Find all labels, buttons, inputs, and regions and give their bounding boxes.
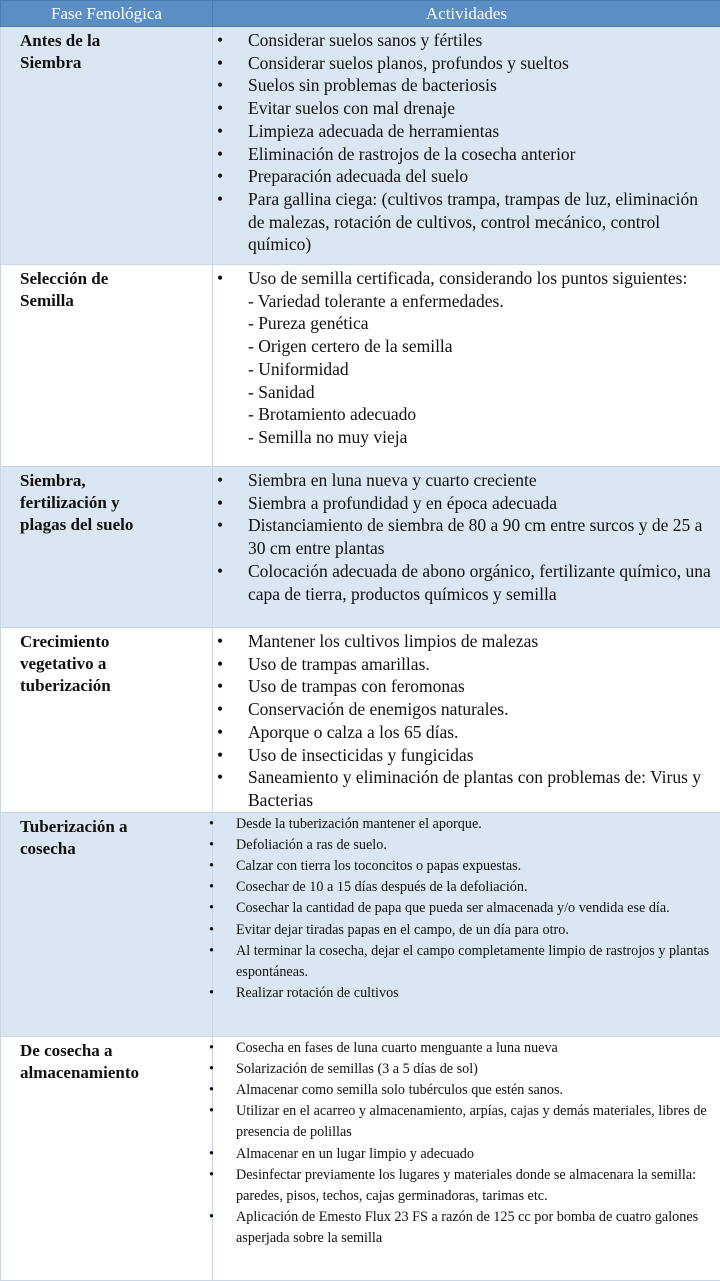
table-row bbox=[1, 1036, 720, 1280]
list-item: • Conservación de enemigos naturales. bbox=[213, 698, 712, 721]
table-row bbox=[1, 265, 720, 467]
activities-list bbox=[213, 29, 712, 256]
sub-item: - Uniformidad bbox=[213, 358, 712, 381]
list-item: • Desinfectar previamente los lugares y materiales donde se almacenara la semilla: paredes, pisos, techos, cajas germinadoras, tarimas etc. bbox=[213, 1165, 712, 1207]
activities-cell bbox=[213, 265, 720, 467]
phase-cell bbox=[1, 628, 213, 813]
activities-list bbox=[213, 267, 712, 449]
phase-cell bbox=[1, 467, 213, 628]
table-row bbox=[1, 467, 720, 628]
activities-cell bbox=[213, 467, 720, 628]
list-item: • Almacenar en un lugar limpio y adecuado bbox=[213, 1144, 712, 1165]
list-item: • Eliminación de rastrojos de la cosecha anterior bbox=[213, 143, 712, 166]
activities-list bbox=[213, 630, 712, 812]
sub-item: - Brotamiento adecuado bbox=[213, 403, 712, 426]
phase-line: plagas del suelo bbox=[20, 514, 206, 536]
phase-line: fertilización y bbox=[20, 492, 206, 514]
list-item: • Siembra en luna nueva y cuarto creciente bbox=[213, 469, 712, 492]
list-item: • Para gallina ciega: (cultivos trampa, trampas de luz, eliminación de malezas, rotación de cultivos, control mecánico, control químico) bbox=[213, 188, 712, 256]
list-item: • Limpieza adecuada de herramientas bbox=[213, 120, 712, 143]
activities-cell bbox=[213, 628, 720, 813]
activities-list bbox=[213, 1038, 712, 1250]
activities-list bbox=[1, 814, 712, 1005]
list-item: • Considerar suelos planos, profundos y sueltos bbox=[213, 52, 712, 75]
list-item: • Siembra a profundidad y en época adecuada bbox=[213, 492, 712, 515]
phase-line: tuberización bbox=[20, 675, 206, 697]
sub-item: - Pureza genética bbox=[213, 312, 712, 335]
sub-item: - Variedad tolerante a enfermedades. bbox=[213, 290, 712, 313]
phase-line: vegetativo a bbox=[20, 653, 206, 675]
list-item: • Evitar suelos con mal drenaje bbox=[213, 97, 712, 120]
list-item: • Uso de trampas con feromonas bbox=[213, 675, 712, 698]
list-item: • Utilizar en el acarreo y almacenamiento, arpías, cajas y demás materiales, libres de presencia de polillas bbox=[213, 1101, 712, 1143]
phase-line: Tuberización a bbox=[20, 816, 206, 838]
list-item: • Distanciamiento de siembra de 80 a 90 cm entre surcos y de 25 a 30 cm entre plantas bbox=[213, 514, 712, 559]
activities-cell bbox=[213, 812, 720, 1036]
phase-line: almacenamiento bbox=[20, 1062, 206, 1084]
list-item: • Evitar dejar tiradas papas en el campo, de un día para otro. bbox=[213, 920, 712, 941]
phase-line: Selección de bbox=[20, 268, 206, 290]
table-row bbox=[1, 812, 720, 1036]
list-item: • Preparación adecuada del suelo bbox=[213, 165, 712, 188]
phase-line: Antes de la bbox=[20, 30, 206, 52]
phase-line: cosecha bbox=[20, 838, 206, 860]
activities-list bbox=[213, 469, 712, 605]
list-item: • Al terminar la cosecha, dejar el campo completamente limpio de rastrojos y plantas espontáneas. bbox=[213, 941, 712, 983]
phase-line: Siembra bbox=[20, 52, 206, 74]
sub-item: - Sanidad bbox=[213, 381, 712, 404]
list-item: • Aporque o calza a los 65 días. bbox=[213, 721, 712, 744]
list-item: • Realizar rotación de cultivos bbox=[213, 983, 712, 1004]
phase-line: Siembra, bbox=[20, 470, 206, 492]
table-row bbox=[1, 27, 720, 265]
table-row bbox=[1, 628, 720, 813]
phase-cell bbox=[1, 265, 213, 467]
list-item: • Cosechar la cantidad de papa que pueda ser almacenada y/o vendida ese día. bbox=[213, 898, 712, 919]
list-item: • Colocación adecuada de abono orgánico, fertilizante químico, una capa de tierra, productos químicos y semilla bbox=[213, 560, 712, 605]
table-header-row bbox=[1, 1, 720, 27]
activities-cell bbox=[213, 27, 720, 265]
list-item: • Cosecha en fases de luna cuarto menguante a luna nueva bbox=[213, 1038, 712, 1059]
sub-item: - Origen certero de la semilla bbox=[213, 335, 712, 358]
phase-line: Crecimiento bbox=[20, 631, 206, 653]
list-item: • Mantener los cultivos limpios de malezas bbox=[213, 630, 712, 653]
phase-line: Semilla bbox=[20, 290, 206, 312]
list-item: • Almacenar como semilla solo tubérculos que estén sanos. bbox=[213, 1080, 712, 1101]
list-item: • Calzar con tierra los toconcitos o papas expuestas. bbox=[213, 856, 712, 877]
list-item: • Uso de insecticidas y fungicidas bbox=[213, 744, 712, 767]
header-phase: Fase Fenológica bbox=[1, 1, 213, 27]
phase-cell bbox=[1, 27, 213, 265]
sub-item: - Semilla no muy vieja bbox=[213, 426, 712, 449]
phase-cell bbox=[1, 1036, 213, 1280]
list-item: • Considerar suelos sanos y fértiles bbox=[213, 29, 712, 52]
list-item: • Solarización de semillas (3 a 5 días de sol) bbox=[213, 1059, 712, 1080]
phase-line: De cosecha a bbox=[20, 1040, 206, 1062]
header-activities: Actividades bbox=[213, 1, 720, 27]
list-item: • Uso de semilla certificada, considerando los puntos siguientes: bbox=[213, 267, 712, 290]
list-item: • Suelos sin problemas de bacteriosis bbox=[213, 74, 712, 97]
list-item: • Aplicación de Emesto Flux 23 FS a razón de 125 cc por bomba de cuatro galones asperjada sobre la semilla bbox=[213, 1207, 712, 1249]
list-item: • Defoliación a ras de suelo. bbox=[213, 835, 712, 856]
list-item: • Desde la tuberización mantener el aporque. bbox=[213, 814, 712, 835]
list-item: • Uso de trampas amarillas. bbox=[213, 653, 712, 676]
activities-cell bbox=[213, 1036, 720, 1280]
list-item: • Cosechar de 10 a 15 días después de la defoliación. bbox=[213, 877, 712, 898]
list-item: • Saneamiento y eliminación de plantas con problemas de: Virus y Bacterias bbox=[213, 766, 712, 811]
